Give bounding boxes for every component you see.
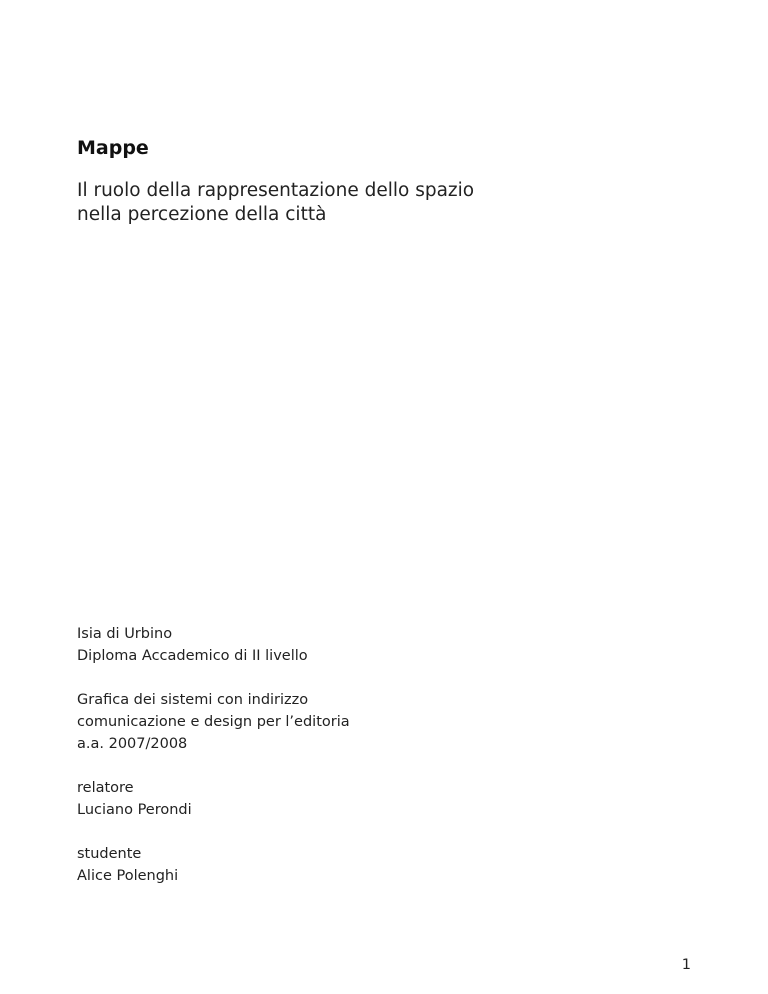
course-line-2: comunicazione e design per l’editoria: [77, 714, 350, 730]
course-block: [77, 689, 350, 755]
institution-block: [77, 623, 350, 667]
institution-name: Isia di Urbino: [77, 626, 173, 642]
document-title: Mappe: [77, 137, 149, 159]
academic-year: a.a. 2007/2008: [77, 736, 188, 752]
degree-name: Diploma Accademico di II livello: [77, 648, 308, 664]
subtitle-line-1: Il ruolo della rappresentazione dello spazio: [77, 180, 475, 201]
student-name: Alice Polenghi: [77, 868, 179, 884]
page-number: 1: [681, 957, 691, 973]
supervisor-name: Luciano Perondi: [77, 802, 192, 818]
supervisor-label: relatore: [77, 780, 134, 796]
subtitle-line-2: nella percezione della città: [77, 204, 327, 225]
document-subtitle: [77, 179, 474, 227]
course-line-1: Grafica dei sistemi con indirizzo: [77, 692, 309, 708]
student-block: [77, 843, 350, 887]
colophon: [77, 623, 350, 909]
supervisor-block: [77, 777, 350, 821]
student-label: studente: [77, 846, 142, 862]
